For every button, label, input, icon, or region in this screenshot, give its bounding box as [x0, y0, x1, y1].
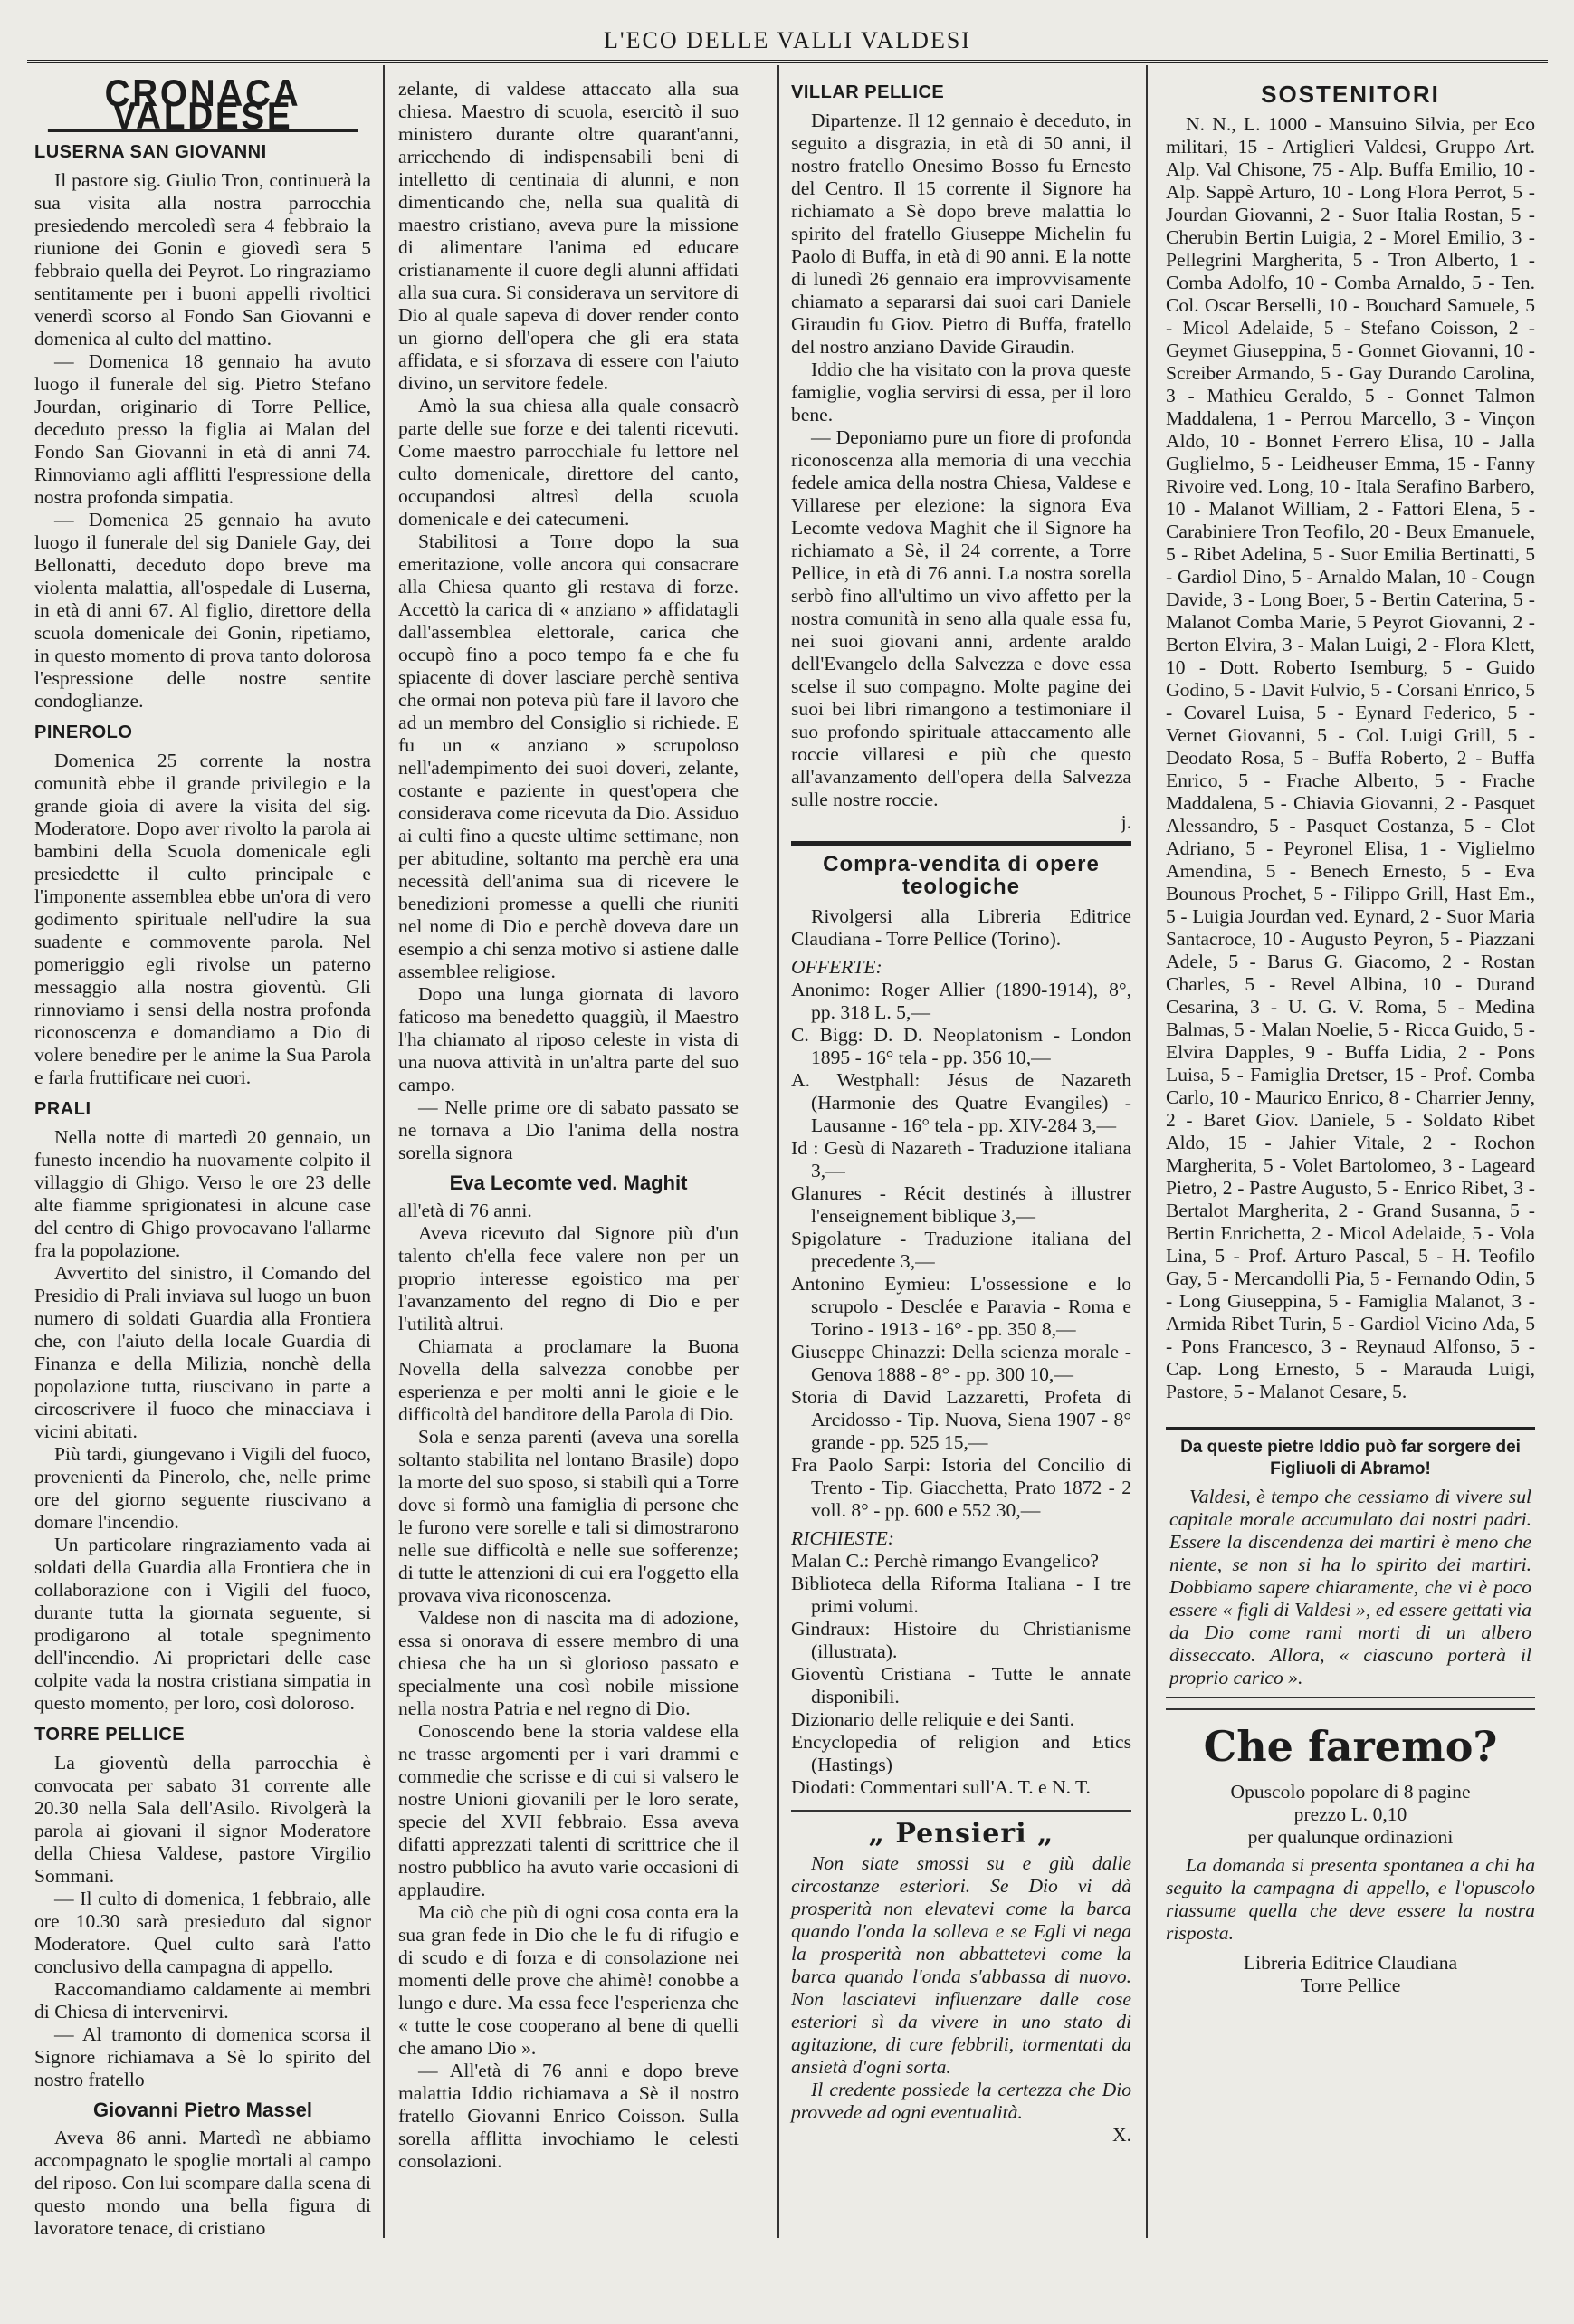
offer-item: Fra Paolo Sarpi: Istoria del Concilio di Trento - Tip. Giacchetta, Prato 1872 - 2 voll. 8° - pp. 600 e 552 30,— — [791, 1454, 1131, 1521]
paragraph: Il pastore sig. Giulio Tron, continuerà la sua visita alla nostra parrocchia presiedendo mercoledì sera 4 febbraio la riunione dei Gonin e giovedì sera 5 febbraio quella dei Peyrot. Lo ringraziamo sentitamente per i buoni appelli rivoltici venerdì scorso al Fondo San Giovanni e domenica al culto del mattino. — [34, 169, 371, 349]
paragraph: Non siate smossi su e giù dalle circostanze esteriori. Se Dio vi dà prosperità non elevatevi come la barca quando l'onda la solleva e se Egli vi nega la prosperità non abbattetevi come la barca quando l'onda s'abbassa di nuovo. Non lasciatevi influenzare dalle cose esteriori sì da vivere in uno stato di agitazione, di cure febbrili, tormentati da ansietà d'ogni sorta. — [791, 1852, 1131, 2078]
ad-line: prezzo L. 0,10 — [1293, 1803, 1407, 1825]
paragraph: — All'età di 76 anni e dopo breve malattia Iddio richiamava a Sè il nostro fratello Giovanni Enrico Coisson. Sulla sorella afflitta invochiamo le celesti consolazioni. — [398, 2060, 739, 2172]
paragraph: Valdese non di nascita ma di adozione, essa si onorava di essere membro di una chiesa che ha un sì glorioso passato e specialmente una così nobile missione nella nostra Patria e nel regno di Dio. — [398, 1607, 739, 1719]
paragraph: Chiamata a proclamare la Buona Novella della salvezza conobbe per esperienza e per molti anni le gioie e le difficoltà del banditore della Parola di Dio. — [398, 1335, 739, 1425]
request-item: Encyclopedia of religion and Etics (Hastings) — [791, 1731, 1131, 1775]
paragraph: Sola e senza parenti (aveva una sorella soltanto stabilita nel lontano Brasile) dopo la morte del suo sposo, si stabilì qui a Torre dove si formò una famiglia di persone che le furono vere sorelle e tali si dimostrarono nelle sue difficoltà e nelle sue sofferenze; di tutte le attenzioni di cui era l'oggetto ella provava viva riconoscenza. — [398, 1426, 739, 1606]
section-title: TORRE PELLICE — [34, 1725, 186, 1745]
obituary-name: Eva Lecomte ved. Maghit — [449, 1172, 688, 1194]
ad-title: Che faremo? — [1203, 1722, 1498, 1771]
supporters-title: SOSTENITORI — [1261, 81, 1440, 108]
column-2 — [398, 78, 739, 2173]
divider — [1166, 1708, 1535, 1710]
paragraph: Dipartenze. Il 12 gennaio è deceduto, in seguito a disgrazia, in età di 50 anni, il nostro fratello Onesimo Bosso fu Ernesto del Centro. Il 15 corrente il Signore ha richiamato a Sè dopo breve malattia lo spirito del fratello Giuseppe Michelin fu Paolo di Buffa, in età di 90 anni. E la notte di lunedì 26 gennaio era improvvisamente chiamato a separarsi dai suoi cari Daniele Giraudin fu Giov. Pietro di Buffa, fratello del nostro anziano Davide Giraudin. — [791, 110, 1131, 358]
paragraph: — Deponiamo pure un fiore di profonda riconoscenza alla memoria di una vecchia fedele amica della nostra Chiesa, Valdese e Villarese per elezione: la signora Eva Lecomte vedova Maghit che il Signore ha richiamato a Sè, il 24 corrente, a Torre Pellice, in età di 76 anni. La nostra sorella serbò fino all'ultimo un vivo affetto per la nostra comunità in seno alla quale essa fu, nei suoi giovani anni, ardente araldo dell'Evangelo della Salvezza e dove essa scelse il suo compagno. Molte pagine dei suoi bei libri rimangono a testimoniare il suo profondo spirituale attaccamento alle roccie villaresi e più che questo all'avanzamento dell'opera della Salvezza sulle nostre roccie. — [791, 426, 1131, 810]
quote-box — [1166, 1427, 1535, 1698]
offer-item: Antonino Eymieu: L'ossessione e lo scrupolo - Desclée e Paravia - Roma e Torino - 1913 - 16° - pp. 350 8,— — [791, 1273, 1131, 1340]
paragraph: zelante, di valdese attaccato alla sua chiesa. Maestro di scuola, esercitò il suo ministero durante oltre quarant'anni, arricchendo di indispensabili beni di intelletto di centinaia di alunni, e non dimenticando che, nella sua qualità di maestro cristiano, aveva pure la missione di alimentare l'anima ed educare cristianamente il cuore degli alunni affidati alla sua cura. Si considerava un servitore di Dio al quale sapeva di dover render conto un giorno dell'opera che gli era stata affidata, e si sforzava di essere con l'aiuto divino, un servitore fedele. — [398, 78, 739, 394]
section-title: PRALI — [34, 1099, 91, 1119]
supporters-list: N. N., L. 1000 - Mansuino Silvia, per Eco militari, 15 - Artiglieri Valdesi, Gruppo Art. Alp. Val Chisone, 75 - Alp. Buffa Emilio, 10 - Alp. Sappè Arturo, 10 - Long Flora Perrot, 5 - Jourdan Giovanni, 2 - Suor Italia Rostan, 5 - Cherubin Bertin Luigia, 2 - Morel Emilio, 3 - Pellegrini Margherita, 5 - Tron Alberto, 1 - Comba Adolfo, 10 - Comba Arnaldo, 5 - Ten. Col. Oscar Berselli, 10 - Bouchard Samuele, 5 - Micol Adelaide, 5 - Stefano Coisson, 2 - Geymet Giuseppina, 5 - Gonnet Giovanni, 10 - Screiber Armando, 5 - Gay Durando Carolina, 3 - Mathieu Geraldo, 5 - Gonnet Talmon Maddalena, 1 - Perrou Marcello, 3 - Vinçon Aldo, 10 - Bonnet Ferrero Elisa, 10 - Jalla Guglielmo, 5 - Leidheuser Emma, 15 - Fanny Rivoire ved. Long, 10 - Itala Serafino Barbero, 10 - Malanot William, 2 - Fattori Elena, 5 - Carabiniere Tron Teofilo, 20 - Beux Emanuele, 5 - Ribet Adelina, 5 - Suor Emilia Bertinatti, 5 - Gardiol Dino, 5 - Arnaldo Malan, 10 - Cougn Davide, 3 - Long Boer, 5 - Bertin Caterina, 5 - Malanot Comba Marie, 5 Peyrot Giovanni, 2 - Berton Elvira, 3 - Malan Luigi, 2 - Flora Klett, 10 - Dott. Roberto Isemburg, 5 - Guido Godino, 5 - Davit Fulvio, 5 - Corsani Enrico, 5 - Covarel Luisa, 5 - Eynard Federico, 5 - Vernet Giovanni, 5 - Col. Luigi Grill, 5 - Deodato Rosa, 5 - Buffa Roberto, 2 - Buffa Enrico, 5 - Frache Alberto, 5 - Frache Maddalena, 5 - Chiavia Giovanni, 2 - Pasquet Alessandro, 5 - Pasquet Costanza, 5 - Clot Adriano, 5 - Peyronel Elisa, 1 - Viglielmo Amendina, 5 - Benech Ernesto, 5 - Eva Bounous Prochet, 5 - Filippo Grill, Hast Em., 5 - Luigia Jourdan ved. Eynard, 2 - Suor Maria Santacroce, 10 - Augusto Peyron, 5 - Piazzani Adele, 5 - Barus G. Giacomo, 2 - Rostan Charles, 5 - Revel Albina, 10 - Durand Cesarina, 3 - U. G. V. Roma, 5 - Medina Balmas, 5 - Malan Noelie, 5 - Ricca Guido, 5 - Elvira Dapples, 9 - Buffa Lidia, 2 - Pons Luisa, 5 - Famiglia Dretser, 15 - Prof. Comba Carlo, 10 - Maurico Enrico, 8 - Charrier Jenny, 2 - Baret Giov. Daniele, 5 - Soldato Ribet Aldo, 15 - Jahier Vitale, 2 - Rochon Margherita, 5 - Volet Bartolomeo, 3 - Lageard Pietro, 2 - Pastre Augusto, 5 - Enrico Ribet, 3 - Bertalot Margherita, 2 - Grand Susanna, 5 - Bertin Enrichetta, 2 - Micol Adelaide, 5 - Vola Lina, 5 - Prof. Arturo Pascal, 5 - H. Teofilo Gay, 5 - Mercandolli Pia, 5 - Fernando Odin, 5 - Long Giuseppina, 5 - Famiglia Malanot, 3 - Armida Ribet Turin, 5 - Gardiol Vicino Ada, 5 - Pons Francesco, 3 - Reynaud Alfonso, 5 - Cap. Long Ernesto, 5 - Marauda Luigi, Pastore, 5 - Malanot Cesare, 5. — [1166, 113, 1535, 1402]
offer-item: Giuseppe Chinazzi: Della scienza morale - Genova 1888 - 8° - pp. 300 10,— — [791, 1341, 1131, 1385]
section-masthead: CRONACA VALDESE — [48, 81, 358, 132]
ad-line: per qualunque ordinazioni — [1247, 1826, 1454, 1848]
paragraph: Ma ciò che più di ogni cosa conta era la sua gran fede in Dio che le fu di rifugio e di scudo e di forza e di consolazione nei momenti delle prove che ahimè! conobbe a lungo e dure. Ma essa fece l'esperienza che « tutte le cose cooperano al bene di quelli che amano Dio ». — [398, 1901, 739, 2059]
section-title: PINEROLO — [34, 722, 133, 742]
request-item: Diodati: Commentari sull'A. T. e N. T. — [791, 1776, 1091, 1798]
obituary-name: Giovanni Pietro Massel — [92, 2099, 313, 2121]
request-item: Malan C.: Perchè rimango Evangelico? — [791, 1550, 1099, 1572]
paragraph: Raccomandiamo caldamente ai membri di Chiesa di intervenirvi. — [34, 1978, 371, 2023]
section-title: LUSERNA SAN GIOVANNI — [34, 142, 267, 162]
ad-intro: Rivolgersi alla Libreria Editrice Claudiana - Torre Pellice (Torino). — [791, 905, 1131, 950]
paragraph: La gioventù della parrocchia è convocata per sabato 31 corrente alle 20.30 nella Sala dell'Asilo. Rivolgerà la parola ai giovani il signor Moderatore della Chiesa Valdese, pastore Virgilio Sommani. — [34, 1752, 371, 1887]
column-divider — [383, 65, 385, 2238]
request-item: Biblioteca della Riforma Italiana - I tre primi volumi. — [791, 1573, 1131, 1617]
offer-item: Spigolature - Traduzione italiana del precedente 3,— — [791, 1228, 1131, 1272]
paragraph: Domenica 25 corrente la nostra comunità ebbe il grande privilegio e la grande gioia di avere la visita del sig. Moderatore. Dopo aver rivolto la parola ai bambini della Scuola domenicale egli presiedette il culto principale e l'imponente assemblea ebbe un'ora di vero godimento spirituale nell'udire la sua suadente e commovente parola. Nel pomeriggio egli rivolse un paterno messaggio alla nostra gioventù. Gli rinnoviamo i sensi della nostra profonda riconoscenza e domandiamo a Dio di volere benedire per le anime la Sua Parola e farla fruttificare nei cuori. — [34, 750, 371, 1088]
paragraph: all'età di 76 anni. — [398, 1200, 532, 1221]
column-1 — [34, 72, 371, 2240]
paragraph: Un particolare ringraziamento vada ai soldati della Guardia alla Frontiera che in collaborazione con i Vigili del fuoco, durante tutta la giornata seguente, si prodigarono al totale spegnimento dell'incendio. Ai proprietari delle case colpite vada la nostra cristiana simpatia in questo momento, per loro, così doloroso. — [34, 1534, 371, 1714]
request-item: Gioventù Cristiana - Tutte le annate disponibili. — [791, 1663, 1131, 1707]
section-title: VILLAR PELLICE — [791, 82, 945, 102]
request-item: Dizionario delle reliquie e dei Santi. — [791, 1708, 1075, 1730]
paragraph: — Domenica 25 gennaio ha avuto luogo il funerale del sig Daniele Gay, dei Bellonatti, deceduto dopo breve ma violenta malattia, all'ospedale di Luserna, in età di anni 67. Al figlio, direttore della scuola domenicale dei Gonin, ripetiamo, in questo momento di prova tanto dolorosa l'espressione delle nostre sentite condoglianze. — [34, 509, 371, 712]
offers-label: OFFERTE: — [791, 956, 882, 978]
offers-list — [791, 979, 1131, 1522]
ad-text: La domanda si presenta spontanea a chi ha seguito la campagna di appello, e l'opuscolo riassume quella che deve essere la nostra risposta. — [1166, 1854, 1535, 1944]
divider — [791, 1810, 1131, 1812]
quote-box-text: Valdesi, è tempo che cessiamo di vivere sul capitale morale accumulato dai nostri padri. Essere la discendenza dei martiri è meno che niente, se non si ha lo spirito dei martiri. Dobbiamo sapere chiaramente, che vi è poco essere « figli di Valdesi », ed essere gettati via da Dio come rami morti di un albero disseccato. Allora, « ciascuno porterà il proprio carico ». — [1169, 1486, 1531, 1688]
offer-item: Id : Gesù di Nazareth - Traduzione italiana 3,— — [791, 1137, 1131, 1181]
divider — [791, 841, 1131, 846]
paragraph: Aveva ricevuto dal Signore più d'un talento ch'ella fece valere non per un proprio interesse egoistico ma per l'avanzamento del regno di Dio e per l'utilità altrui. — [398, 1222, 739, 1334]
paragraph: Avvertito del sinistro, il Comando del Presidio di Prali inviava sul luogo un buon numero di soldati Guardia alla Frontiera che, con l'aiuto della locale Guardia di Finanza e della Milizia, nonchè della popolazione tutta, riuscivano in parte a circoscrivere il fuoco che minacciava i vicini abitati. — [34, 1262, 371, 1442]
paragraph: Nella notte di martedì 20 gennaio, un funesto incendio ha nuovamente colpito il villaggio di Ghigo. Verso le ore 23 delle alte fiamme sprigionatesi in alcune case del centro di Ghigo provocavano l'allarme fra la popolazione. — [34, 1126, 371, 1261]
header-rule — [27, 60, 1548, 63]
offer-item: A. Westphall: Jésus de Nazareth (Harmonie des Quatre Evangiles) - Lausanne - 16° tela - pp. XIV-284 3,— — [791, 1069, 1131, 1136]
pensieri-title: „ Pensieri „ — [868, 1818, 1054, 1850]
column-3 — [791, 78, 1131, 2147]
paragraph: Dopo una lunga giornata di lavoro faticoso ma benedetto quaggiù, il Maestro l'ha chiamato al riposo celeste in vista di una nuova attività in un'altra parte del suo campo. — [398, 983, 739, 1095]
offer-item: Storia di David Lazzaretti, Profeta di Arcidosso - Tip. Nuova, Siena 1907 - 8° grande - pp. 525 15,— — [791, 1386, 1131, 1453]
column-divider — [1146, 65, 1148, 2238]
paragraph: Stabilitosi a Torre dopo la sua emeritazione, volle ancora qui consacrare alla Chiesa quanto gli restava di forze. Accettò la carica di « anziano » affidatagli dall'assemblea elettorale, carica che occupò fino a poco tempo fa e che fu spiacente di dover lasciare perchè sentiva che ormai non poteva più fare il lavoro che ad un membro del Consiglio si richiede. E fu un « anziano » scrupoloso nell'adempimento dei suoi doveri, zelante, costante e paziente in quest'opera che considerava come ricevuta da Dio. Assiduo ai culti fino a queste ultime settimane, non per abitudine, soltanto ma perchè era una necessità dell'anima sua di ricevere le benedizioni promesse a quelli che riuniti nel nome di Dio e perchè doveva dare un esempio a chi senza motivo si astiene dalle assemblee religiose. — [398, 531, 739, 982]
column-divider — [777, 65, 779, 2238]
signature: X. — [1112, 2124, 1131, 2146]
paragraph: Il credente possiede la certezza che Dio provvede ad ogni eventualità. — [791, 2079, 1131, 2123]
request-item: Gindraux: Histoire du Christianisme (illustrata). — [791, 1618, 1131, 1662]
paragraph: — Il culto di domenica, 1 febbraio, alle ore 10.30 sarà presieduto dal signor Moderatore. Quel culto sarà l'atto conclusivo della campagna di appello. — [34, 1888, 371, 1977]
paragraph: Più tardi, giungevano i Vigili del fuoco, provenienti da Pinerolo, che, nelle prime ore del giorno seguente riuscivano a domare l'incendio. — [34, 1443, 371, 1533]
requests-list — [791, 1550, 1131, 1799]
page-header-title: L'ECO DELLE VALLI VALDESI — [604, 27, 971, 53]
offer-item: C. Bigg: D. D. Neoplatonism - London 1895 - 16° tela - pp. 356 10,— — [791, 1024, 1131, 1068]
paragraph: — Domenica 18 gennaio ha avuto luogo il funerale del sig. Pietro Stefano Jourdan, originario di Torre Pellice, deceduto presso la figlia ai Malan del Fondo San Giovanni in età di anni 74. Rinnoviamo agli afflitti l'espressione della nostra profonda simpatia. — [34, 350, 371, 508]
ad-publisher: Libreria Editrice Claudiana — [1243, 1952, 1458, 1974]
paragraph: — Nelle prime ore di sabato passato se ne tornava a Dio l'anima della nostra sorella signora — [398, 1096, 739, 1163]
column-4 — [1166, 78, 1535, 1997]
ad-title: Compra-vendita di opere teologiche — [823, 852, 1100, 899]
signature: j. — [1121, 811, 1131, 833]
paragraph: Iddio che ha visitato con la prova queste famiglie, voglia servirsi di essa, per il loro bene. — [791, 359, 1131, 426]
paragraph: — Al tramonto di domenica scorsa il Signore richiamava a Sè lo spirito del nostro fratello — [34, 2023, 371, 2090]
quote-box-title: Da queste pietre Iddio può far sorgere dei Figliuoli di Abramo! — [1180, 1438, 1521, 1478]
requests-label: RICHIESTE: — [791, 1527, 894, 1549]
ad-line: Opuscolo popolare di 8 pagine — [1230, 1781, 1471, 1803]
paragraph: Amò la sua chiesa alla quale consacrò parte delle sue forze e dei talenti ricevuti. Come maestro parrocchiale fu lettore nel culto domenicale, direttore del canto, occupandosi altresì della scuola domenicale e dei catecumeni. — [398, 395, 739, 530]
paragraph: Aveva 86 anni. Martedì ne abbiamo accompagnato le spoglie mortali al campo del riposo. Con lui scompare dalla scena di questo mondo una bella figura di lavoratore tenace, di cristiano — [34, 2127, 371, 2239]
ad-publisher: Torre Pellice — [1300, 1975, 1401, 1996]
paragraph: Conoscendo bene la storia valdese ella ne trasse argomenti per i vari drammi e commedie che scrisse e di cui si valsero le nostre Unioni giovanili per le loro serate, specie del XVII febbraio. Essa aveva difatti apprezzati talenti di scrittrice che il nostro pubblico ha avuto varie occasioni di applaudire. — [398, 1720, 739, 1900]
offer-item: Glanures - Récit destinés à illustrer l'enseignement biblique 3,— — [791, 1182, 1131, 1227]
offer-item: Anonimo: Roger Allier (1890-1914), 8°, pp. 318 L. 5,— — [791, 979, 1131, 1023]
